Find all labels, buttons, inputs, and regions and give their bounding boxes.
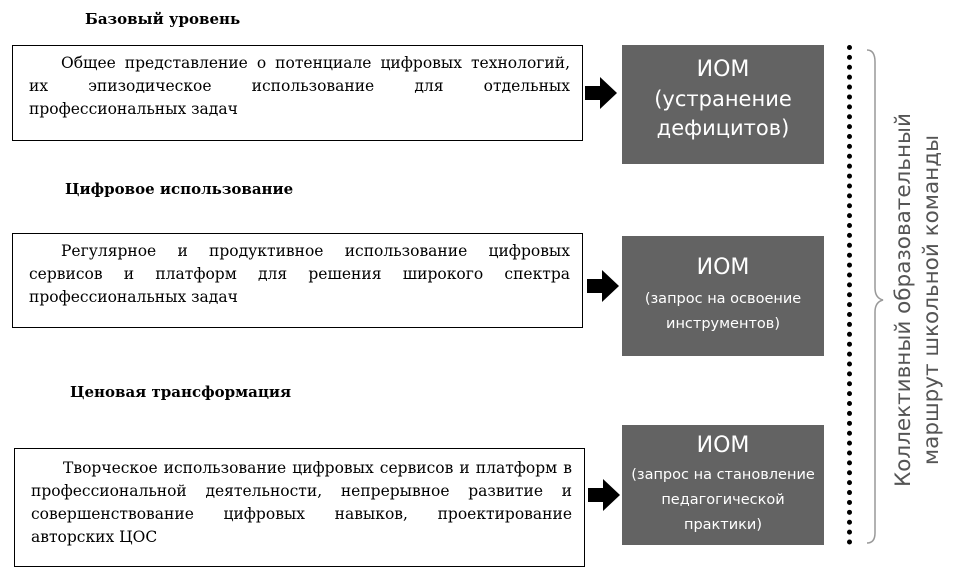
arrow-right-icon — [585, 268, 621, 304]
arrow-right-icon — [586, 477, 622, 513]
level-1-iom-title: ИОМ — [696, 57, 750, 82]
level-3-heading: Ценовая трансформация — [70, 383, 292, 401]
level-3-description-box — [14, 448, 585, 567]
level-1-description: Общее представление о потенциале цифровых технологий, их эпизодическое использование для отдельных профессиональных задач — [29, 54, 570, 118]
side-label-line-2: маршрут школьной команды — [919, 134, 944, 466]
arrow-right-icon — [583, 75, 619, 111]
side-label-line-1: Коллективный образовательный — [891, 113, 916, 487]
dotted-divider — [847, 45, 852, 545]
level-2-heading: Цифровое использование — [65, 180, 294, 198]
level-2-description: Регулярное и продуктивное использование цифровых сервисов и платформ для решения широкого спектра профессиональных задач — [29, 242, 570, 306]
curly-brace-icon — [865, 48, 885, 545]
level-3-iom-title: ИОМ — [696, 433, 750, 458]
level-3-description: Творческое использование цифровых сервисов и платформ в профессиональной деятельности, непрерывное развитие и совершенствование цифровых навыков, проектирование авторских ЦОС — [31, 459, 572, 546]
side-label — [890, 50, 950, 550]
level-1-iom-box — [622, 45, 824, 164]
level-1-heading: Базовый уровень — [85, 10, 241, 28]
level-1-description-box — [12, 45, 583, 141]
level-2-description-box — [12, 233, 583, 328]
level-1-iom-subtitle: (устранение дефицитов) — [654, 87, 792, 140]
level-2-iom-title: ИОМ — [696, 255, 750, 280]
level-2-iom-box — [622, 236, 824, 356]
level-2-iom-subtitle: (запрос на освоение инструментов) — [644, 291, 802, 332]
level-3-iom-box — [622, 425, 824, 545]
level-3-iom-subtitle: (запрос на становление педагогической практики) — [631, 467, 815, 533]
